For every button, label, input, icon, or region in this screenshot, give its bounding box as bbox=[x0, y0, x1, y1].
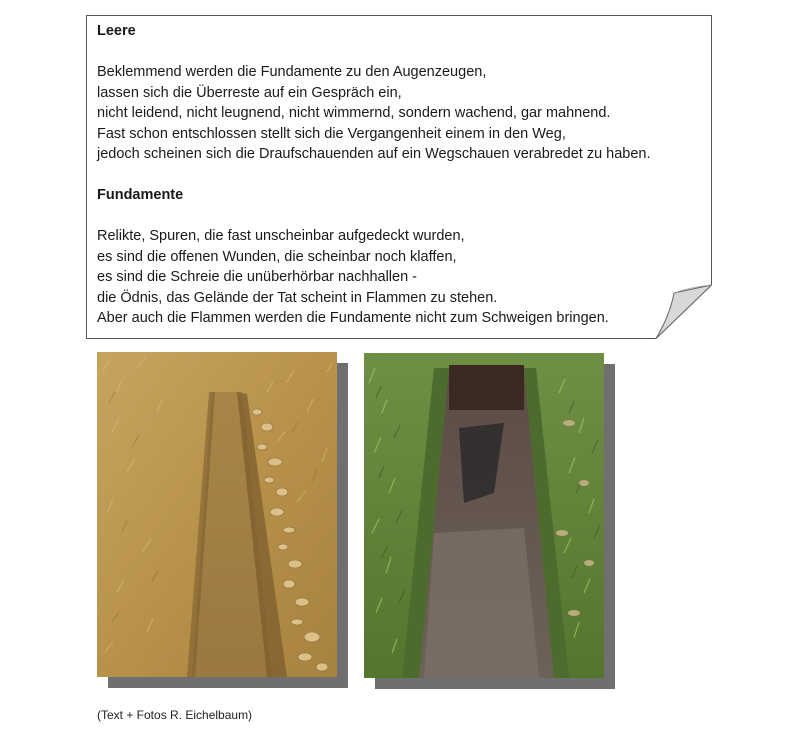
poem-line: lassen sich die Überreste auf ein Gespräch ein, bbox=[97, 84, 402, 101]
poem-line: es sind die Schreie die unüberhörbar nachhallen - bbox=[97, 269, 418, 285]
poem-line: jedoch scheinen sich die Draufschauenden auf ein Wegschauen verabredet zu haben. bbox=[97, 146, 651, 162]
poem-line: es sind die offenen Wunden, die scheinbar noch klaffen, bbox=[97, 248, 457, 265]
poem-line: die Ödnis, das Gelände der Tat scheint in Flammen zu stehen. bbox=[97, 289, 498, 306]
poem-line: Aber auch die Flammen werden die Fundamente nicht zum Schweigen bringen. bbox=[97, 310, 609, 326]
sepia-trench-photo bbox=[97, 352, 337, 677]
poem-line: Relikte, Spuren, die fast unscheinbar aufgedeckt wurden, bbox=[97, 228, 465, 244]
poem-line: nicht leidend, nicht leugnend, nicht wimmernd, sondern wachend, gar mahnend. bbox=[97, 105, 611, 121]
color-trench-photo bbox=[364, 353, 604, 678]
poem-line: Fast schon entschlossen stellt sich die Vergangenheit einem in den Weg, bbox=[97, 125, 566, 142]
poem-line: Beklemmend werden die Fundamente zu den Augenzeugen, bbox=[97, 64, 487, 80]
heading-fundamente: Fundamente bbox=[97, 187, 184, 203]
photo-caption: (Text + Fotos R. Eichelbaum) bbox=[97, 708, 253, 722]
poem-text bbox=[97, 21, 697, 329]
heading-leere: Leere bbox=[97, 23, 136, 39]
text-note-card bbox=[86, 15, 712, 339]
